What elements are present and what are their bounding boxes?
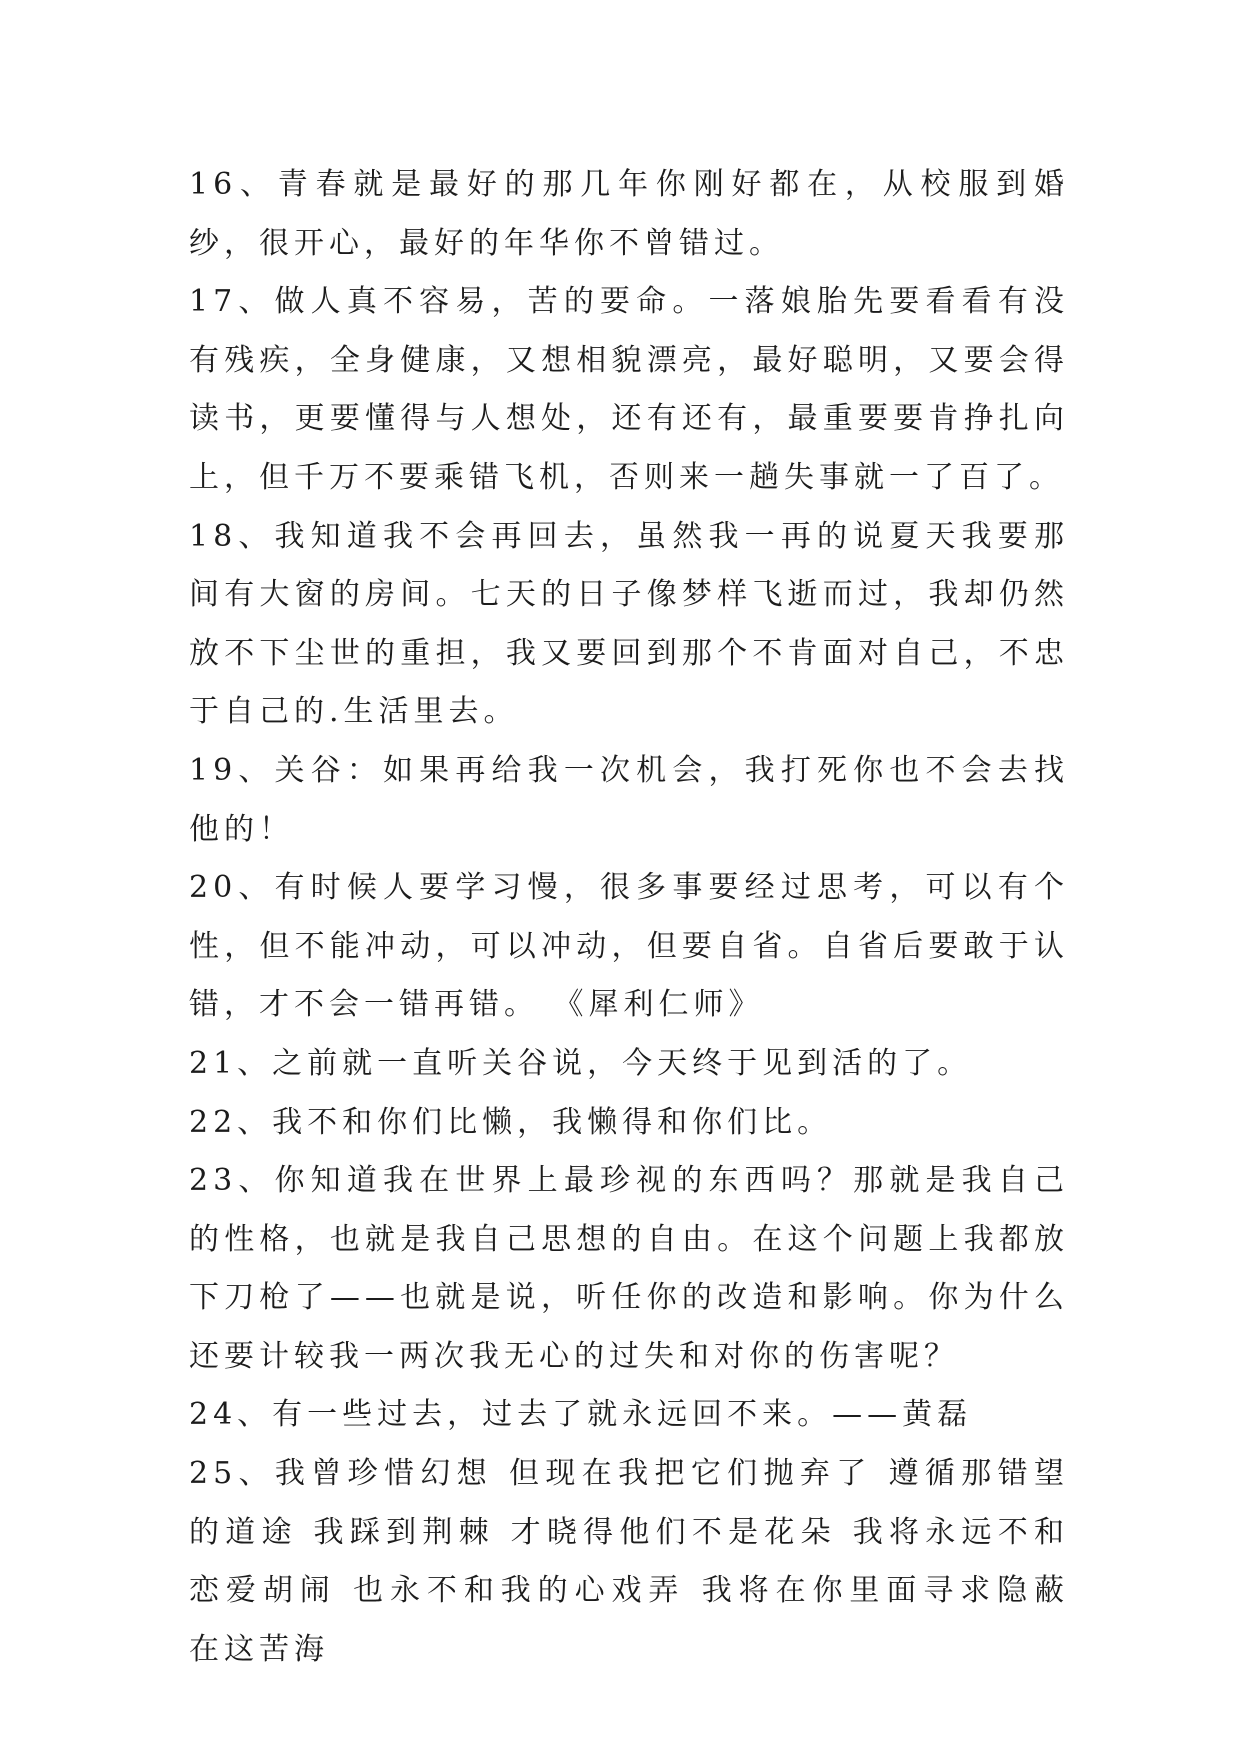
paragraph-22: 22、我不和你们比懒，我懒得和你们比。: [189, 1104, 833, 1140]
paragraph-24: 24、有一些过去，过去了就永远回不来。——黄磊: [189, 1397, 973, 1433]
paragraph-20: 20、有时候人要学习慢，很多事要经过思考，可以有个性，但不能冲动，可以冲动，但要自省。自省后要敢于认错，才不会一错再错。 《犀利仁师》: [189, 870, 1069, 1023]
paragraph-17: 17、做人真不容易，苦的要命。一落娘胎先要看看有没有残疾，全身健康，又想相貌漂亮，最好聪明，又要会得读书，更要懂得与人想处，还有还有，最重要要肯挣扎向上，但千万不要乘错飞机，否则来一趟失事就一了百了。: [189, 284, 1069, 495]
document-body: [189, 156, 1084, 1679]
paragraph-25: 25、我曾珍惜幻想 但现在我把它们抛弃了 遵循那错望的道途 我踩到荆棘 才晓得他们不是花朵 我将永远不和恋爱胡闹 也永不和我的心戏弄 我将在你里面寻求隐蔽 在这苦海: [189, 1456, 1084, 1667]
paragraph-16: 16、青春就是最好的那几年你刚好都在，从校服到婚纱，很开心，最好的年华你不曾错过。: [189, 167, 1069, 261]
paragraph-19: 19、关谷：如果再给我一次机会，我打死你也不会去找他的！: [189, 752, 1069, 847]
paragraph-18: 18、我知道我不会再回去，虽然我一再的说夏天我要那间有大窗的房间。七天的日子像梦样飞逝而过，我却仍然放不下尘世的重担，我又要回到那个不肯面对自己，不忠于自己的.生活里去。: [189, 518, 1069, 730]
paragraph-23: 23、你知道我在世界上最珍视的东西吗？那就是我自己的性格，也就是我自己思想的自由。在这个问题上我都放下刀枪了——也就是说，听任你的改造和影响。你为什么还要计较我一两次我无心的过失和对你的伤害呢？: [189, 1163, 1069, 1374]
paragraph-21: 21、之前就一直听关谷说，今天终于见到活的了。: [189, 1045, 973, 1081]
